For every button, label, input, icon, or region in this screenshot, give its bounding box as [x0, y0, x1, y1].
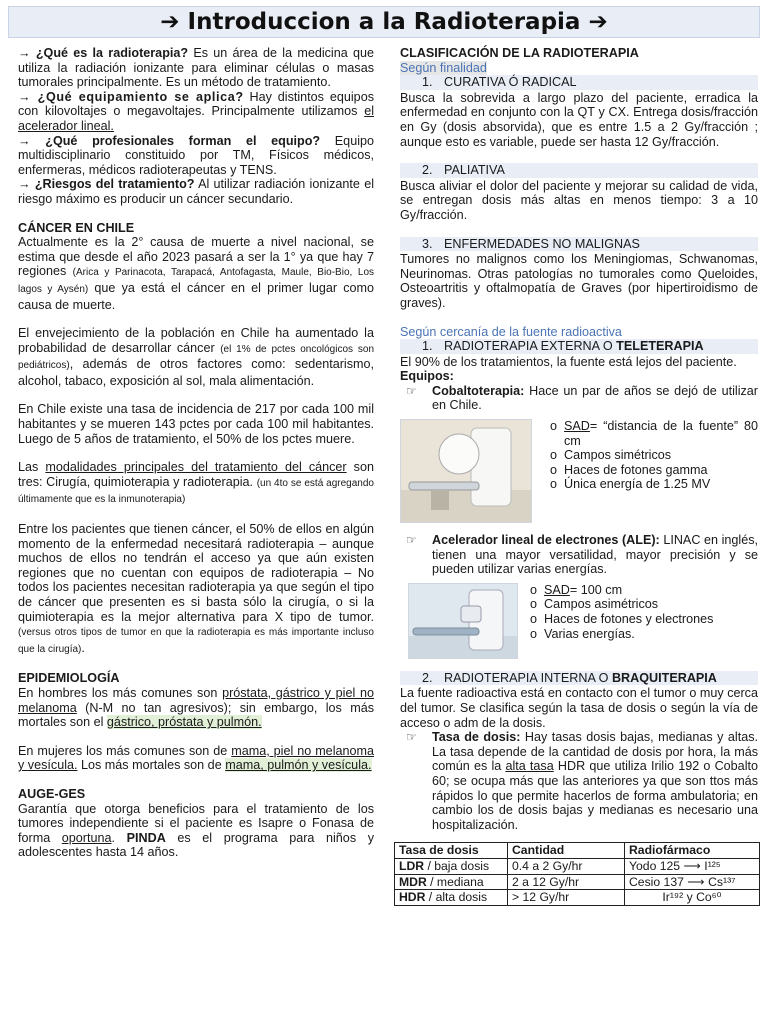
cancer-paragraph-1: Actualmente es la 2° causa de muerte a nivel nacional, se estima que desde el año 2023 pasará a ser la 1° ya que hay 7 regiones (Arica y Parinacota, Tarapacá, Antofagasta, Maule, Bio-Bio, Los lagos y Aysén) que ya está el cáncer en el primer lugar como causa de muerte. — [18, 235, 375, 312]
teleterapia-text: El 90% de los tratamientos, la fuente está lejos del paciente. — [400, 354, 737, 369]
table-header-row — [395, 843, 760, 859]
intro-q1: → ¿Qué es la radioterapia? Es un área de la medicina que utiliza la radiación ionizante para eliminar células o masas tumorales principalmente. Es un método de tratamiento. — [18, 46, 374, 90]
epidemiology-women: En mujeres los más comunes son de mama, piel no melanoma y vesícula. Los más mortales son de mama, pulmón y vesícula. — [18, 743, 374, 773]
subheading-finalidad: Según finalidad — [400, 60, 487, 75]
intro-q3: → ¿Qué profesionales forman el equipo? Equipo multidisciplinario constituido por TM, Físicos médicos, enfermeras, médicos radioterapeutas y TENS. — [18, 133, 374, 177]
linac-image — [408, 583, 518, 659]
table-cell: LDR / baja dosis — [395, 858, 508, 874]
table-header: Cantidad — [508, 843, 625, 859]
linac-illustration — [409, 584, 517, 658]
cobalt-unit-image — [400, 419, 532, 523]
spec-item: o Haces de fotones gamma — [550, 462, 708, 477]
hand-pointer-icon: ☞ — [406, 533, 417, 548]
table-cell: Cesio 137 ⟶ Cs¹³⁷ — [625, 874, 760, 890]
right-column — [400, 46, 758, 906]
cancer-paragraph-2: El envejecimiento de la población en Chile ha aumentado la probabilidad de desarrollar cáncer (el 1% de pctes oncológicos son pediátricos), además de otros factores como: sedentarismo, alcohol, tabaco, exposición al sol, mala alimentación. — [18, 326, 375, 388]
ale-block — [400, 583, 758, 659]
ale-specs — [518, 583, 758, 659]
intro-q2: → ¿Qué equipamiento se aplica? Hay distintos equipos con kilovoltajes o megavoltajes. Principalmente utilizamos el acelerador lineal. — [18, 89, 374, 133]
section-teleterapia: 1. RADIOTERAPIA EXTERNA O TELETERAPIA — [400, 339, 758, 354]
spec-item: o Haces de fotones y electrones — [530, 612, 714, 627]
cancer-heading: CÁNCER EN CHILE — [18, 220, 135, 235]
spec-item: o Única energía de 1.25 MV — [550, 477, 711, 492]
table-header: Radiofármaco — [625, 843, 760, 859]
section-braquiterapia: 2. RADIOTERAPIA INTERNA O BRAQUITERAPIA — [400, 671, 758, 686]
section-no-malignas: 3. ENFERMEDADES NO MALIGNAS — [400, 237, 758, 252]
cobaltoterapia-item: ☞ Cobaltoterapia: Hace un par de años se dejó de utilizar en Chile. — [400, 384, 758, 413]
cancer-paragraph-4: Las modalidades principales del tratamiento del cáncer son tres: Cirugía, quimioterapia y radioterapia. (un 4to se está agregando últimamente que es la inmunoterapia) — [18, 460, 374, 506]
section-curativa: 1. CURATIVA Ó RADICAL — [400, 75, 758, 90]
intro-q4: → ¿Riesgos del tratamiento? Al utilizar radiación ionizante el riesgo máximo es producir un cáncer secundario. — [18, 177, 374, 206]
cobalt-machine-illustration — [401, 420, 531, 522]
equipos-label: Equipos: — [400, 369, 454, 384]
epidemiology-men: En hombres los más comunes son próstata, gástrico y piel no melanoma (N-M no tan agresivos); sin embargo, los más mortales son el gástrico, próstata y pulmón. — [18, 685, 374, 730]
table-cell: HDR / alta dosis — [395, 890, 508, 906]
table-cell: 2 a 12 Gy/hr — [508, 874, 625, 890]
tasa-dosis-item: ☞ Tasa de dosis: Hay tasas dosis bajas, medianas y altas. La tasa depende de la cantidad de dosis por hora, la más común es la alta tasa HDR que utiliza Irilio 192 o Cobalto 60; se ocupa más que las anteriores ya que son ttos más rápidos lo que permite hacerlos de forma ambulatoria; en cambio los de dosis bajas y medianas es necesario una hospitalización. — [400, 730, 758, 832]
curativa-text: Busca la sobrevida a largo plazo del paciente, erradica la enfermedad en conjunto con la QT y CX. Entrega dosis/fracción en Gy (dosis absorvida), que es entre 1.5 a 2 Gy/fracción ; aunque esto es variable, puede ser hasta 12 Gy/fracción. — [400, 90, 758, 149]
page-title: ➔ Introduccion a la Radioterapia ➔ — [8, 6, 760, 38]
cobaltoterapia-block — [400, 419, 758, 523]
dose-rate-table — [394, 842, 760, 905]
braquiterapia-text: La fuente radioactiva está en contacto con el tumor o muy cerca del tumor. Se clasifica según la tasa de dosis o según la vía de acceso o adm de la dosis. — [400, 686, 758, 730]
hand-pointer-icon: ☞ — [406, 730, 417, 745]
spec-item: o SAD= “distancia de la fuente” 80 cm — [550, 419, 758, 448]
spec-item: o Campos asimétricos — [530, 597, 659, 612]
spec-item: o Campos simétricos — [550, 448, 672, 463]
table-cell: Ir¹⁹² y Co⁶⁰ — [625, 890, 760, 906]
spec-item: o Varias energías. — [530, 626, 635, 641]
intro-section — [18, 46, 374, 207]
epidemiology-heading: EPIDEMIOLOGÍA — [18, 671, 120, 686]
classification-heading: CLASIFICACIÓN DE LA RADIOTERAPIA — [400, 46, 639, 60]
cobaltoterapia-specs — [532, 419, 758, 523]
table-cell: Yodo 125 ⟶ I¹²⁵ — [625, 858, 760, 874]
hand-pointer-icon: ☞ — [406, 383, 417, 398]
paliativa-text: Busca aliviar el dolor del paciente y mejorar su calidad de vida, se entregan dosis más altas en menos tiempo: 3 a 10 Gy/fracción. — [400, 178, 758, 222]
table-row — [395, 890, 760, 906]
ale-item: ☞ Acelerador lineal de electrones (ALE): LINAC en inglés, tienen una mayor versatilidad, mayor precisión y se pueden utilizar varias energías. — [400, 533, 758, 577]
no-malignas-text: Tumores no malignos como los Meningiomas, Schwanomas, Neurinomas. Otras patologías no tumorales como Queloides, Osteoartritis y oftalmopatía de Graves (por hipertiroidismo de graves). — [400, 252, 758, 310]
subheading-cercania: Según cercanía de la fuente radioactiva — [400, 324, 622, 339]
cancer-paragraph-3: En Chile existe una tasa de incidencia de 217 por cada 100 mil habitantes y se mueren 143 pctes por cada 100 mil habitantes. Luego de 5 años de tratamiento, el 50% de los pctes muere. — [18, 402, 374, 446]
spec-item: o SAD= 100 cm — [530, 582, 623, 597]
table-cell: 0.4 a 2 Gy/hr — [508, 858, 625, 874]
table-cell: > 12 Gy/hr — [508, 890, 625, 906]
table-cell: MDR / mediana — [395, 874, 508, 890]
left-column — [18, 46, 374, 860]
section-paliativa: 2. PALIATIVA — [400, 163, 758, 178]
auge-heading: AUGE-GES — [18, 786, 86, 801]
table-row — [395, 874, 760, 890]
table-header: Tasa de dosis — [395, 843, 508, 859]
auge-paragraph: Garantía que otorga beneficios para el tratamiento de los tumores independiente si el paciente es Isapre o Fonasa de forma oportuna. PINDA es el programa para niños y adolescentes hasta 14 años. — [18, 801, 375, 860]
table-row — [395, 858, 760, 874]
cancer-paragraph-5: Entre los pacientes que tienen cáncer, el 50% de ellos en algún momento de la enfermedad necesitará radioterapia – aunque muchos de ellos no tendrán el acceso ya que aún existen regiones que no cuentan con equipos de radioterapia – No todos los pacientes necesitan radioterapia ya que según el tipo de cáncer que presenten es si basta sólo la cirugía, o si la quimioterapia es la mejor alternativa para X tipo de tumor. (versus otros tipos de tumor en que la radioterapia es más importante incluso que la cirugía). — [18, 522, 374, 655]
